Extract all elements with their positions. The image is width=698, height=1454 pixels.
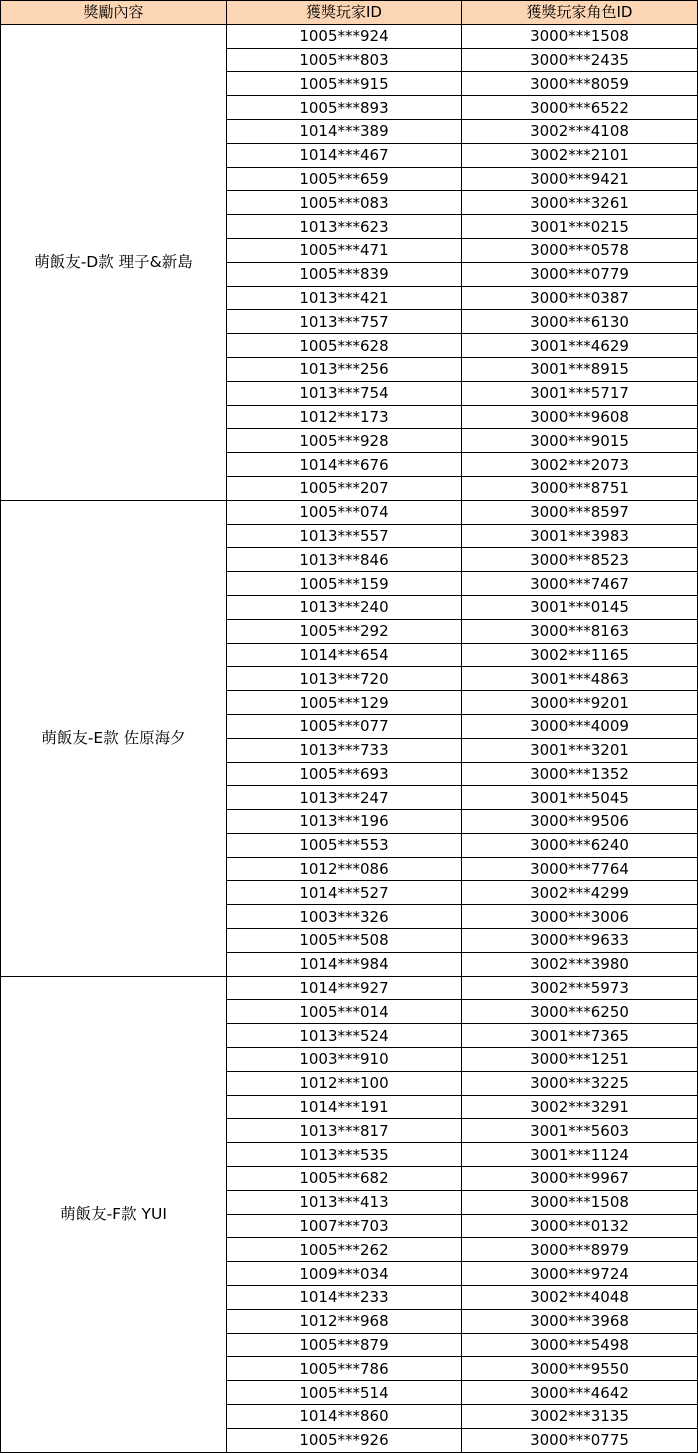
character-id-cell: 3000***3968 [462,1309,698,1333]
player-id-cell: 1014***191 [227,1095,462,1119]
character-id-cell: 3000***9201 [462,691,698,715]
player-id-cell: 1012***086 [227,857,462,881]
player-id-cell: 1013***247 [227,786,462,810]
header-row [1,1,698,25]
player-id-cell: 1009***034 [227,1262,462,1286]
player-id-cell: 1013***846 [227,548,462,572]
player-id-cell: 1005***879 [227,1333,462,1357]
character-id-cell: 3000***1508 [462,1190,698,1214]
character-id-cell: 3002***4108 [462,119,698,143]
character-id-cell: 3000***0387 [462,286,698,310]
character-id-cell: 3001***4629 [462,334,698,358]
character-id-cell: 3002***1165 [462,643,698,667]
player-id-cell: 1005***803 [227,48,462,72]
player-id-cell: 1005***471 [227,238,462,262]
character-id-cell: 3001***5045 [462,786,698,810]
character-id-cell: 3002***5973 [462,976,698,1000]
reward-cell: 萌飯友-E款 佐原海夕 [1,500,227,976]
player-id-cell: 1014***467 [227,143,462,167]
player-id-cell: 1013***524 [227,1024,462,1048]
player-id-cell: 1005***074 [227,500,462,524]
table-body [1,24,698,1452]
player-id-cell: 1013***256 [227,357,462,381]
player-id-cell: 1014***860 [227,1405,462,1429]
character-id-cell: 3002***4299 [462,881,698,905]
player-id-cell: 1005***928 [227,429,462,453]
character-id-cell: 3000***2435 [462,48,698,72]
player-id-cell: 1005***292 [227,619,462,643]
player-id-cell: 1007***703 [227,1214,462,1238]
player-id-cell: 1013***413 [227,1190,462,1214]
character-id-cell: 3000***7764 [462,857,698,881]
player-id-cell: 1005***077 [227,714,462,738]
character-id-cell: 3000***0132 [462,1214,698,1238]
character-id-cell: 3000***4009 [462,714,698,738]
player-id-cell: 1003***910 [227,1048,462,1072]
character-id-cell: 3001***8915 [462,357,698,381]
character-id-cell: 3000***6240 [462,833,698,857]
character-id-cell: 3000***3006 [462,905,698,929]
character-id-cell: 3001***5717 [462,381,698,405]
character-id-cell: 3000***1508 [462,24,698,48]
character-id-cell: 3001***0215 [462,215,698,239]
character-id-cell: 3000***6250 [462,1000,698,1024]
character-id-cell: 3002***3135 [462,1405,698,1429]
character-id-cell: 3001***5603 [462,1119,698,1143]
player-id-cell: 1013***757 [227,310,462,334]
character-id-cell: 3001***0145 [462,595,698,619]
character-id-cell: 3000***9421 [462,167,698,191]
header-player-id: 獲獎玩家ID [227,1,462,25]
character-id-cell: 3000***8597 [462,500,698,524]
character-id-cell: 3001***1124 [462,1143,698,1167]
player-id-cell: 1005***682 [227,1167,462,1191]
player-id-cell: 1013***754 [227,381,462,405]
character-id-cell: 3000***4642 [462,1381,698,1405]
player-id-cell: 1013***196 [227,810,462,834]
player-id-cell: 1014***654 [227,643,462,667]
character-id-cell: 3002***4048 [462,1286,698,1310]
player-id-cell: 1005***514 [227,1381,462,1405]
player-id-cell: 1005***207 [227,476,462,500]
character-id-cell: 3000***9015 [462,429,698,453]
player-id-cell: 1005***129 [227,691,462,715]
character-id-cell: 3000***1352 [462,762,698,786]
character-id-cell: 3001***3201 [462,738,698,762]
header-character-id: 獲獎玩家角色ID [462,1,698,25]
character-id-cell: 3002***3980 [462,952,698,976]
player-id-cell: 1014***984 [227,952,462,976]
character-id-cell: 3002***2073 [462,453,698,477]
character-id-cell: 3000***0779 [462,262,698,286]
player-id-cell: 1013***733 [227,738,462,762]
character-id-cell: 3000***1251 [462,1048,698,1072]
character-id-cell: 3000***8751 [462,476,698,500]
player-id-cell: 1005***915 [227,72,462,96]
player-id-cell: 1014***527 [227,881,462,905]
player-id-cell: 1005***839 [227,262,462,286]
player-id-cell: 1013***421 [227,286,462,310]
player-id-cell: 1005***924 [227,24,462,48]
player-id-cell: 1014***927 [227,976,462,1000]
character-id-cell: 3000***7467 [462,572,698,596]
character-id-cell: 3000***9967 [462,1167,698,1191]
player-id-cell: 1005***014 [227,1000,462,1024]
character-id-cell: 3000***6522 [462,96,698,120]
table-row [1,24,698,48]
character-id-cell: 3000***6130 [462,310,698,334]
character-id-cell: 3001***4863 [462,667,698,691]
character-id-cell: 3000***5498 [462,1333,698,1357]
character-id-cell: 3000***9550 [462,1357,698,1381]
player-id-cell: 1013***240 [227,595,462,619]
player-id-cell: 1005***926 [227,1428,462,1452]
character-id-cell: 3000***0775 [462,1428,698,1452]
player-id-cell: 1013***817 [227,1119,462,1143]
player-id-cell: 1003***326 [227,905,462,929]
reward-cell: 萌飯友-D款 理子&新島 [1,24,227,500]
header-reward: 獎勵內容 [1,1,227,25]
character-id-cell: 3002***2101 [462,143,698,167]
player-id-cell: 1014***676 [227,453,462,477]
player-id-cell: 1005***262 [227,1238,462,1262]
player-id-cell: 1005***893 [227,96,462,120]
character-id-cell: 3000***8979 [462,1238,698,1262]
character-id-cell: 3000***0578 [462,238,698,262]
reward-cell: 萌飯友-F款 YUI [1,976,227,1452]
player-id-cell: 1005***786 [227,1357,462,1381]
player-id-cell: 1013***623 [227,215,462,239]
player-id-cell: 1013***535 [227,1143,462,1167]
character-id-cell: 3002***3291 [462,1095,698,1119]
player-id-cell: 1013***557 [227,524,462,548]
player-id-cell: 1005***659 [227,167,462,191]
player-id-cell: 1005***083 [227,191,462,215]
player-id-cell: 1005***159 [227,572,462,596]
character-id-cell: 3000***9506 [462,810,698,834]
character-id-cell: 3000***8523 [462,548,698,572]
player-id-cell: 1005***693 [227,762,462,786]
player-id-cell: 1012***100 [227,1071,462,1095]
player-id-cell: 1005***508 [227,929,462,953]
character-id-cell: 3001***7365 [462,1024,698,1048]
character-id-cell: 3000***8059 [462,72,698,96]
character-id-cell: 3000***9608 [462,405,698,429]
player-id-cell: 1014***389 [227,119,462,143]
player-id-cell: 1012***968 [227,1309,462,1333]
player-id-cell: 1005***553 [227,833,462,857]
character-id-cell: 3001***3983 [462,524,698,548]
player-id-cell: 1005***628 [227,334,462,358]
player-id-cell: 1014***233 [227,1286,462,1310]
character-id-cell: 3000***3225 [462,1071,698,1095]
character-id-cell: 3000***8163 [462,619,698,643]
player-id-cell: 1012***173 [227,405,462,429]
table-row [1,500,698,524]
character-id-cell: 3000***3261 [462,191,698,215]
character-id-cell: 3000***9724 [462,1262,698,1286]
table-row [1,976,698,1000]
player-id-cell: 1013***720 [227,667,462,691]
character-id-cell: 3000***9633 [462,929,698,953]
